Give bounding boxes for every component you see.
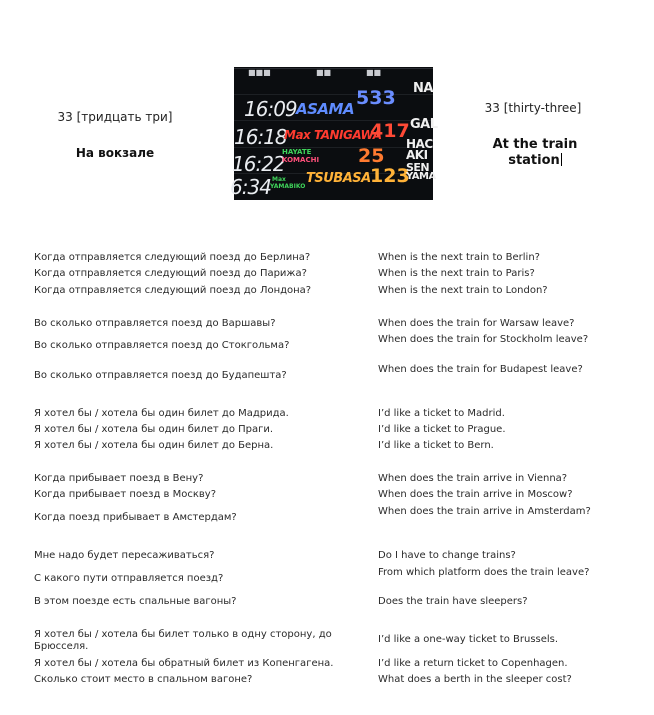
phrase-russian: Я хотел бы / хотела бы один билет до Праги. xyxy=(34,424,274,435)
phrase-russian: Я хотел бы / хотела бы один билет до Берна. xyxy=(34,440,274,451)
lesson-title-russian: На вокзале xyxy=(75,146,155,160)
phrase-russian: Мне надо будет пересаживаться? xyxy=(34,550,215,561)
phrase-russian: Во сколько отправляется поезд до Варшавы? xyxy=(34,318,276,329)
lesson-title-line: station xyxy=(508,153,560,168)
board-time: 16:18 xyxy=(234,125,287,149)
board-destination: HAC xyxy=(406,137,433,151)
phrase-russian: Я хотел бы / хотела бы один билет до Мадрида. xyxy=(34,408,289,419)
phrase-english: What does a berth in the sleeper cost? xyxy=(378,674,572,685)
phrase-russian: Когда отправляется следующий поезд до Лондона? xyxy=(34,285,312,296)
phrase-english: When is the next train to Berlin? xyxy=(378,252,540,263)
phrase-english: When does the train arrive in Moscow? xyxy=(378,489,573,500)
phrase-russian: В этом поезде есть спальные вагоны? xyxy=(34,596,237,607)
departure-board-photo: ■■■ ■■ ■■ 16:09 ASAMA 533 NA 16:18 Max TANIGAWA 417 GAL 16:22 HAYATE KOMACHI 25 HAC AKI 6:34 Max YAMABIKO TSUBASA 123 SEN YAMA xyxy=(230,68,438,199)
board-train-name: TSUBASA xyxy=(306,171,371,186)
phrase-english: Do I have to change trains? xyxy=(378,550,516,561)
board-destination: NA xyxy=(413,81,433,96)
lesson-number-russian: 33 [тридцать три] xyxy=(57,110,173,124)
phrase-english: I’d like a ticket to Madrid. xyxy=(378,408,505,419)
phrase-russian: Когда прибывает поезд в Вену? xyxy=(34,473,204,484)
phrase-english: When does the train for Warsaw leave? xyxy=(378,318,575,329)
board-destination: YAMA xyxy=(406,171,436,182)
phrase-english: When does the train for Stockholm leave? xyxy=(378,334,589,345)
phrase-english: I’d like a ticket to Prague. xyxy=(378,424,506,435)
phrase-russian: Когда отправляется следующий поезд до Парижа? xyxy=(34,268,307,279)
phrase-english: Does the train have sleepers? xyxy=(378,596,528,607)
phrase-english: I’d like a return ticket to Copenhagen. xyxy=(378,658,568,669)
phrase-english: From which platform does the train leave? xyxy=(378,567,590,578)
phrase-russian: Когда отправляется следующий поезд до Берлина? xyxy=(34,252,311,263)
phrase-russian: Когда прибывает поезд в Москву? xyxy=(34,489,217,500)
board-train-name: YAMABIKO xyxy=(270,183,306,190)
phrase-russian: С какого пути отправляется поезд? xyxy=(34,573,224,584)
lesson-title-line: At the train xyxy=(492,137,578,152)
board-train-name: Max TANIGAWA xyxy=(284,128,382,142)
board-train-name: KOMACHI xyxy=(282,156,320,164)
lesson-number-english: 33 [thirty-three] xyxy=(484,101,582,115)
phrase-russian: Я хотел бы / хотела бы билет только в одну сторону, до Брюсселя. xyxy=(34,629,332,652)
board-time: 6:34 xyxy=(230,175,271,199)
board-time: 16:09 xyxy=(244,97,297,121)
board-train-name: ASAMA xyxy=(296,100,355,118)
board-train-number: 417 xyxy=(370,120,410,142)
board-train-name: HAYATE xyxy=(282,148,312,156)
phrase-english: When does the train for Budapest leave? xyxy=(378,364,583,375)
board-train-number: 533 xyxy=(356,87,396,109)
phrase-english: I’d like a ticket to Bern. xyxy=(378,440,494,451)
board-train-number: 123 xyxy=(370,165,410,187)
phrase-russian: Когда поезд прибывает в Амстердам? xyxy=(34,512,237,523)
board-time: 16:22 xyxy=(232,152,285,176)
board-destination: AKI xyxy=(406,148,428,162)
phrase-english: I’d like a one-way ticket to Brussels. xyxy=(378,634,559,645)
phrase-russian: Во сколько отправляется поезд до Будапешта? xyxy=(34,370,287,381)
phrase-russian: Во сколько отправляется поезд до Стокгольма? xyxy=(34,340,290,351)
board-destination: SEN xyxy=(406,161,430,174)
board-train-name: Max xyxy=(272,176,286,183)
board-destination: GAL xyxy=(410,117,438,132)
phrase-russian: Я хотел бы / хотела бы обратный билет из Копенгагена. xyxy=(34,658,334,669)
phrase-english: When does the train arrive in Amsterdam? xyxy=(378,506,591,517)
phrase-english: When is the next train to Paris? xyxy=(378,268,535,279)
board-train-number: 25 xyxy=(358,145,385,167)
phrase-russian: Сколько стоит место в спальном вагоне? xyxy=(34,674,253,685)
phrase-english: When does the train arrive in Vienna? xyxy=(378,473,568,484)
phrase-english: When is the next train to London? xyxy=(378,285,548,296)
